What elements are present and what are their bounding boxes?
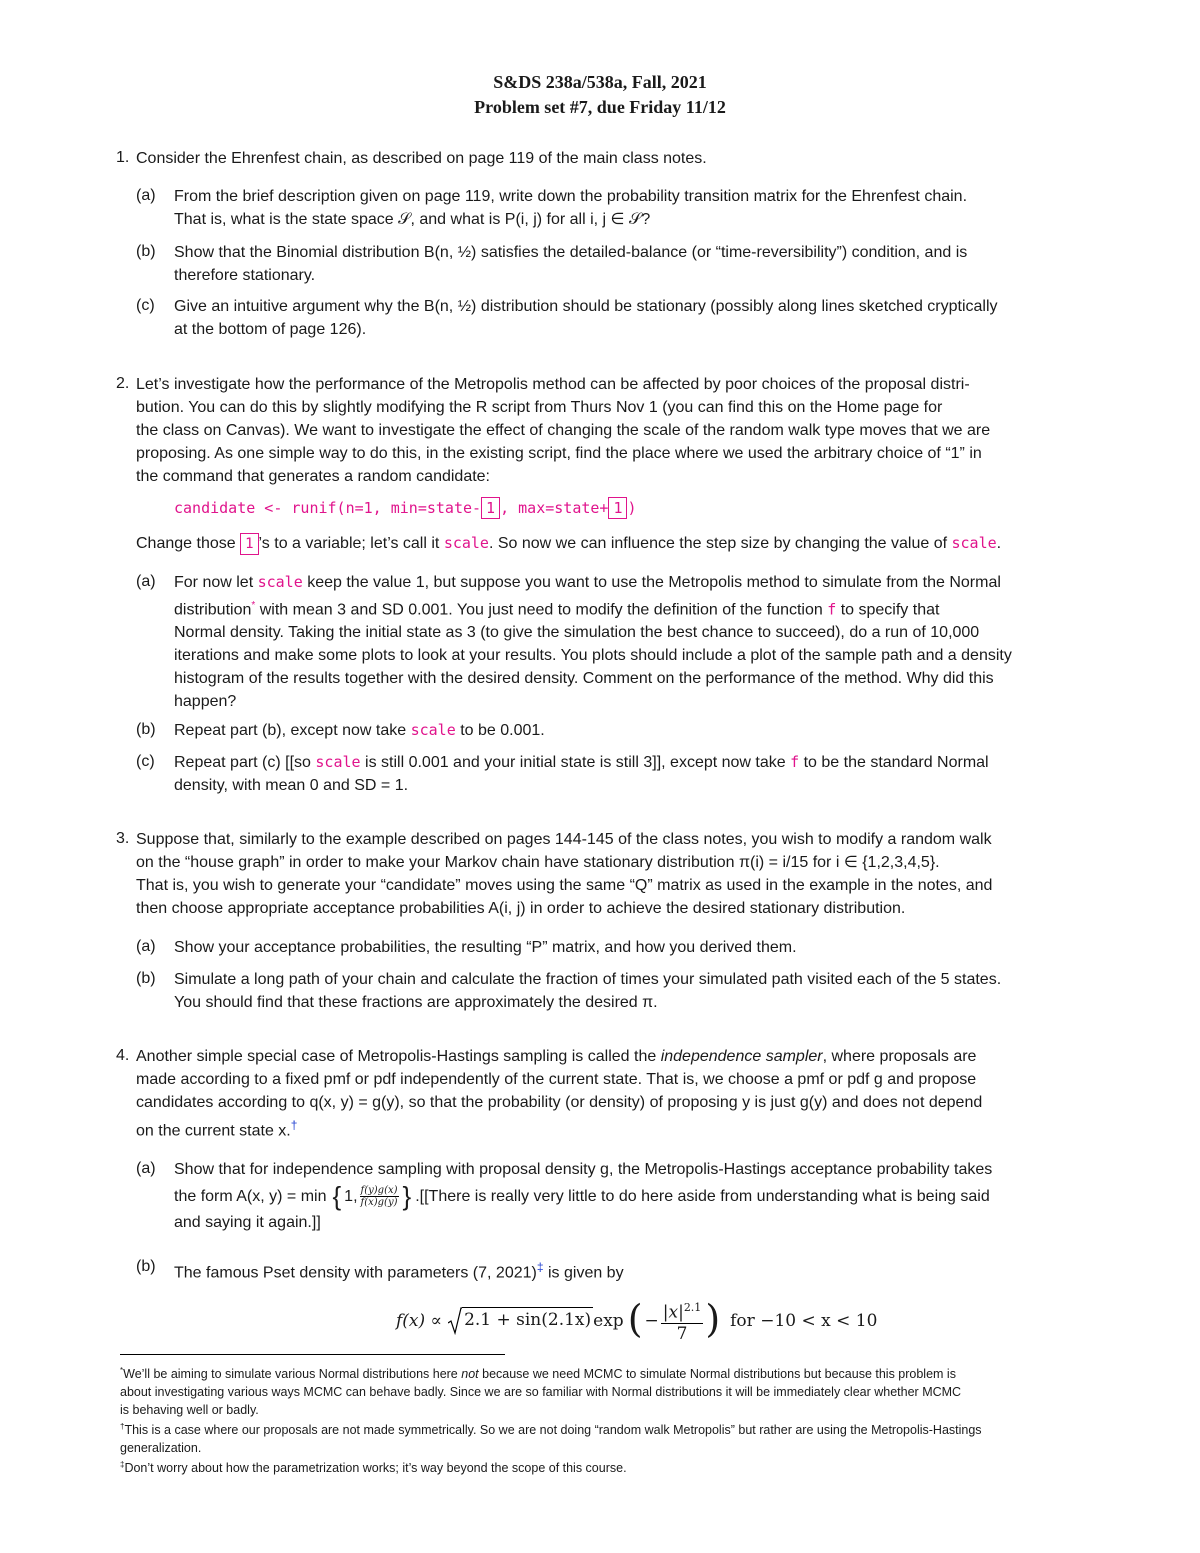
fn2-text: This is a case where our proposals are not made symmetrically. So we are not doing “random walk Metropolis” but rather are using the Metropolis-Hastings	[124, 1423, 982, 1438]
q4-l1-pre: Another simple special case of Metropolis-Hastings sampling is called the	[136, 1048, 657, 1065]
q4-line3: candidates according to q(x, y) = g(y), so that the probability (or density) of proposing y is just g(y) and does not depend	[136, 1094, 983, 1111]
eq-lhs: f(x) ∝	[396, 1311, 443, 1331]
q2-code-mid: , max=state+	[500, 499, 609, 517]
q3b-label: (b)	[136, 970, 156, 987]
q1b-line2: therefore stationary.	[174, 267, 316, 284]
q2c-l1-code: scale	[315, 753, 361, 771]
q1a-label: (a)	[136, 187, 156, 204]
q2a-l2-end: to specify that	[840, 601, 940, 619]
q2-code-post: )	[627, 499, 637, 517]
q1b-text	[174, 241, 1094, 287]
q2b-code: scale	[410, 721, 456, 739]
q4-line2: made according to a fixed pmf or pdf independently of the current state. That is, we choose a pmf or pdf g and propose	[136, 1071, 977, 1088]
q2b-text	[174, 719, 1094, 742]
footnote-2-line1	[120, 1418, 1090, 1439]
q4-l1-post: , where proposals are	[822, 1048, 977, 1065]
eq-frac-den: 7	[676, 1323, 688, 1344]
q2-change-code2: scale	[951, 534, 997, 552]
q4a-text	[174, 1158, 1094, 1234]
eq-frac-num	[661, 1298, 704, 1324]
doc-title-pset: Problem set #7, due Friday 11/12	[474, 97, 726, 117]
q2-text	[136, 373, 1096, 488]
q4a-line1: Show that for independence sampling with proposal density g, the Metropolis-Hastings acceptance probability takes	[174, 1161, 993, 1178]
q4-line1	[136, 1045, 1096, 1068]
q4a-l2-post: .[[There is really very little to do here aside from understanding what is being said	[415, 1187, 990, 1205]
q3-line2: on the “house graph” in order to make your Markov chain have stationary distribution π(i) = i/15 for i ∈ {1,2,3,4,5}.	[136, 854, 940, 871]
q3-line4: then choose appropriate acceptance probabilities A(i, j) in order to achieve the desired stationary distribution.	[136, 900, 906, 917]
q4a-line2	[174, 1181, 1094, 1211]
fn3-text: Don’t worry about how the parametrization works; it’s way beyond the scope of this course.	[124, 1461, 627, 1476]
q3b-line1: Simulate a long path of your chain and calculate the fraction of times your simulated path visited each of the 5 states.	[174, 971, 1002, 988]
q4-number: 4.	[116, 1047, 130, 1064]
q1a-line2: That is, what is the state space 𝒮, and what is P(i, j) for all i, j ∈ 𝒮?	[174, 211, 651, 228]
q2a-line5: histogram of the results together with the desired density. Comment on the performance of the method. Why did this	[174, 670, 994, 688]
q1a-line1: From the brief description given on page 119, write down the probability transition matrix for the Ehrenfest chain.	[174, 188, 968, 205]
q2c-l1-pre: Repeat part (c) [[so	[174, 754, 311, 771]
q3-text	[136, 828, 1096, 920]
q4b-post: is given by	[547, 1264, 624, 1282]
q2a-l1-code: scale	[257, 573, 303, 591]
q3-line1: Suppose that, similarly to the example described on pages 144-145 of the class notes, you wish to modify a random walk	[136, 831, 992, 848]
q2c-l1-code2: f	[790, 753, 800, 771]
fn2-mark: †	[120, 1422, 125, 1431]
q2c-label: (c)	[136, 753, 155, 770]
q2b-post: to be 0.001.	[460, 722, 545, 739]
q2a-l1-post: keep the value 1, but suppose you want to use the Metropolis method to simulate from the Normal	[307, 574, 1001, 591]
q3a-label: (a)	[136, 938, 156, 955]
q2a-line2	[174, 594, 1094, 621]
q4a-l2-one: 1,	[344, 1187, 358, 1205]
q2a-text	[174, 571, 1094, 713]
q2-change-code: scale	[443, 534, 489, 552]
q2a-l2-pre: distribution	[174, 601, 252, 619]
footnote-2	[120, 1418, 1090, 1457]
footnote-2-line2: generalization.	[120, 1441, 202, 1456]
q2-change-pre: Change those	[136, 535, 236, 552]
footnote-1-line3: is behaving well or badly.	[120, 1403, 259, 1418]
q2-change-end: .	[996, 535, 1002, 552]
q2a-l2-code: f	[827, 600, 837, 619]
q4-l4-pre: on the current state x.	[136, 1122, 291, 1140]
fn1-pre: We’ll be aiming to simulate various Normal distributions here	[123, 1367, 458, 1382]
footnote-3	[120, 1456, 1090, 1477]
paren-open-icon: (	[627, 1297, 643, 1341]
footnote-rule	[120, 1354, 505, 1355]
q2-change-box: 1	[240, 533, 258, 555]
footnote-1	[120, 1362, 1090, 1419]
q2c-text	[174, 751, 1094, 797]
eq-minus: −	[644, 1311, 659, 1331]
eq-fraction	[661, 1298, 704, 1344]
q2a-l1-pre: For now let	[174, 574, 254, 591]
q2-code-box2: 1	[608, 497, 627, 519]
q2c-line2: density, with mean 0 and SD = 1.	[174, 777, 409, 794]
fn1-em: not	[461, 1367, 479, 1382]
q1c-text	[174, 295, 1094, 341]
q2a-line4: iterations and make some plots to look at your results. You plots should include a plot of the sample path and a density	[174, 647, 1012, 665]
fn1-post: because we need MCMC to simulate Normal distributions but because this problem is	[482, 1367, 956, 1382]
q2b-label: (b)	[136, 721, 156, 738]
q2a-line3: Normal density. Taking the initial state as 3 (to give the simulation the best chance to succeed), do a run of 10,000	[174, 624, 980, 642]
q4a-line3: and saying it again.]]	[174, 1214, 321, 1231]
footnote-1-line1	[120, 1362, 1090, 1383]
brace-close-icon: }	[402, 1180, 412, 1211]
pset-density-equation	[396, 1296, 877, 1346]
q4a-label: (a)	[136, 1160, 156, 1177]
q2-code-line	[174, 497, 637, 519]
q1-text: Consider the Ehrenfest chain, as described on page 119 of the main class notes.	[136, 150, 707, 167]
eq-sqrt	[448, 1307, 593, 1335]
q1c-line2: at the bottom of page 126).	[174, 321, 367, 338]
sqrt-icon	[448, 1307, 462, 1335]
eq-exp: exp	[593, 1311, 624, 1331]
footnote-mark-dagger: †	[290, 1118, 298, 1132]
doc-title-course: S&DS 238a/538a, Fall, 2021	[493, 72, 707, 92]
footnote-mark-ddagger: ‡	[536, 1260, 544, 1274]
q1-number: 1.	[116, 149, 130, 166]
q2-line2: bution. You can do this by slightly modifying the R script from Thurs Nov 1 (you can find this on the Home page for	[136, 399, 943, 416]
q1a-text	[174, 185, 1094, 231]
q2-change-line	[136, 532, 1096, 555]
q2-code-box1: 1	[481, 497, 500, 519]
q1b-label: (b)	[136, 243, 156, 260]
q1c-line1: Give an intuitive argument why the B(n, ½) distribution should be stationary (possibly along lines sketched cryptically	[174, 298, 998, 315]
q4a-frac-num: f(y)g(x)	[360, 1184, 398, 1196]
footnote-mark-star: *	[251, 600, 256, 611]
q2-line1: Let’s investigate how the performance of the Metropolis method can be affected by poor choices of the proposal distri-	[136, 376, 970, 393]
eq-abs-x: |x|	[662, 1302, 684, 1323]
q4b-label: (b)	[136, 1258, 156, 1275]
q2c-line1	[174, 751, 1094, 774]
fn3-mark: ‡	[120, 1460, 125, 1469]
q2c-l1-mid: is still 0.001 and your initial state is still 3]], except now take	[365, 754, 786, 771]
eq-sqrt-arg: 2.1 + sin(2.1x)	[462, 1307, 593, 1335]
q2-line3: the class on Canvas). We want to investigate the effect of changing the scale of the random walk type moves that we are	[136, 422, 991, 439]
eq-range: for −10 < x < 10	[730, 1311, 878, 1331]
q3-number: 3.	[116, 830, 130, 847]
footnote-3-line1	[120, 1456, 1090, 1477]
q2-code-pre: candidate <- runif(n=1, min=state-	[174, 499, 482, 517]
q2-number: 2.	[116, 375, 130, 392]
brace-open-icon: {	[332, 1180, 342, 1211]
q2a-line1	[174, 571, 1094, 594]
q4a-l2-pre: the form A(x, y) = min	[174, 1187, 327, 1205]
q3-line3: That is, you wish to generate your “candidate” moves using the same “Q” matrix as used in the example in the notes, and	[136, 877, 993, 894]
q2-change-mid: ’s to a variable; let’s call it	[258, 535, 440, 552]
q2a-l2-post: with mean 3 and SD 0.001. You just need to modify the definition of the function	[259, 601, 823, 619]
q2-line4: proposing. As one simple way to do this, in the existing script, find the place where we used the arbitrary choice of “1” in	[136, 445, 982, 462]
q2a-label: (a)	[136, 573, 156, 590]
q2c-l1-post: to be the standard Normal	[803, 754, 989, 771]
q4-l1-em: independence sampler	[660, 1048, 823, 1065]
q2-line5: the command that generates a random candidate:	[136, 468, 490, 485]
q2-change-post: . So now we can influence the step size by changing the value of	[488, 535, 948, 552]
q4-text	[136, 1045, 1096, 1142]
q1c-label: (c)	[136, 297, 155, 314]
q3b-line2: You should find that these fractions are approximately the desired π.	[174, 994, 658, 1011]
fn1-mark: *	[120, 1366, 124, 1375]
eq-power: 2.1	[683, 1301, 702, 1315]
q2a-line6: happen?	[174, 693, 237, 711]
q4b-pre: The famous Pset density with parameters (7, 2021)	[174, 1264, 537, 1282]
q3a-text: Show your acceptance probabilities, the resulting “P” matrix, and how you derived them.	[174, 939, 797, 956]
q1b-line1: Show that the Binomial distribution B(n, ½) satisfies the detailed-balance (or “time-reversibility”) condition, and is	[174, 244, 968, 261]
q3b-text	[174, 968, 1094, 1014]
footnote-1-line2: about investigating various ways MCMC can behave badly. Since we are so familiar with Normal distributions it will be immediately clear whether MCMC	[120, 1385, 962, 1400]
q4a-fraction	[360, 1185, 399, 1208]
paren-close-icon: )	[705, 1297, 721, 1341]
q4a-frac-den: f(x)g(y)	[360, 1196, 398, 1208]
q4b-text	[174, 1256, 1094, 1284]
q2b-pre: Repeat part (b), except now take	[174, 722, 407, 739]
q4-line4	[136, 1114, 1096, 1142]
